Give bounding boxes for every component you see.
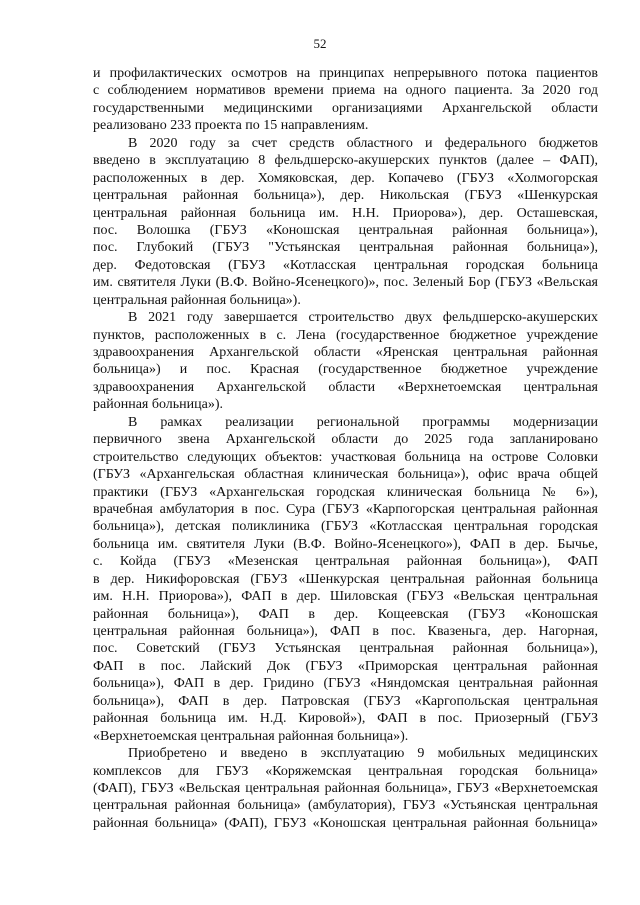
text-line: центральная районная больница»), ФАП в пос. Квазеньга, дер. Нагорная, bbox=[93, 624, 598, 639]
text-line: государственными медицинскими организациями Архангельской области bbox=[93, 100, 598, 116]
text-line: первичного звена Архангельской области до 2025 года запланировано bbox=[93, 432, 598, 448]
text-line: районная больница им. Н.Д. Кировой»), ФАП в пос. Приозерный (ГБУЗ bbox=[93, 711, 598, 727]
page-number: 52 bbox=[313, 36, 327, 51]
text-line: введено в эксплуатацию 8 фельдшерско-акушерских пунктов (далее – ФАП), bbox=[93, 153, 598, 169]
text-line: районная больница»). bbox=[93, 397, 224, 413]
text-line: больница») и пос. Красная (государственное бюджетное учреждение bbox=[93, 362, 598, 378]
text-line: больница»), ФАП в дер. Патровская (ГБУЗ «Каргопольская центральная bbox=[93, 693, 598, 709]
text-line: В 2020 году за счет средств областного и федерального бюджетов bbox=[128, 135, 598, 151]
text-line: В 2021 году завершается строительство двух фельдшерско-акушерских bbox=[128, 310, 598, 326]
text-line: комплексов для ГБУЗ «Коряжемская центральная городская больница» bbox=[93, 763, 598, 779]
text-line: больница»), детская поликлиника (ГБУЗ «Котласская центральная городская bbox=[93, 519, 598, 535]
text-line: центральная районная больница»). bbox=[93, 292, 301, 308]
text-line: врачебная амбулатория в пос. Сура (ГБУЗ «Карпогорская центральная районная bbox=[93, 501, 598, 517]
document-body bbox=[93, 65, 598, 832]
text-line: и профилактических осмотров на принципах непрерывного потока пациентов bbox=[93, 66, 598, 81]
text-line: «Верхнетоемская центральная районная больница»). bbox=[93, 728, 409, 744]
text-line: (ФАП), ГБУЗ «Вельская центральная районная больница», ГБУЗ «Верхнетоемская bbox=[93, 780, 598, 796]
text-line: им. святителя Луки (В.Ф. Войно-Ясенецкого)», пос. Зеленый Бор (ГБУЗ «Вельская bbox=[93, 275, 598, 291]
text-line: здравоохранения Архангельской области «Яренская центральная районная bbox=[93, 345, 598, 360]
text-line: районная больница»), ФАП в дер. Кощеевская (ГБУЗ «Коношская bbox=[93, 606, 598, 622]
text-line: пунктов, расположенных в с. Лена (государственное бюджетное учреждение bbox=[93, 327, 598, 343]
text-line: им. Н.Н. Приорова»), ФАП в дер. Шиловская (ГБУЗ «Вельская центральная bbox=[93, 589, 598, 605]
text-line: центральная районная больница»), дер. Никольская (ГБУЗ «Шенкурская bbox=[93, 188, 598, 204]
text-line: Приобретено и введено в эксплуатацию 9 мобильных медицинских bbox=[128, 746, 598, 762]
text-line: практики (ГБУЗ «Архангельская городская клиническая больница № 6»), bbox=[93, 484, 598, 500]
text-line: с. Койда (ГБУЗ «Мезенская центральная районная больница»), ФАП bbox=[93, 554, 598, 570]
text-line: ФАП в пос. Лайский Док (ГБУЗ «Приморская центральная районная bbox=[93, 658, 598, 674]
text-line: строительство следующих объектов: участковая больница на острове Соловки bbox=[93, 449, 598, 465]
text-line: пос. Глубокий (ГБУЗ "Устьянская центральная районная больница»), bbox=[93, 240, 598, 256]
text-line: расположенных в дер. Хомяковская, дер. Копачево (ГБУЗ «Холмогорская bbox=[93, 170, 598, 186]
text-line: здравоохранения Архангельской области «Верхнетоемская центральная bbox=[93, 379, 598, 395]
text-line: пос. Волошка (ГБУЗ «Коношская центральная районная больница»), bbox=[93, 222, 598, 238]
text-line: больница»), ФАП в дер. Гридино (ГБУЗ «Няндомская центральная районная bbox=[93, 676, 598, 692]
text-line: с соблюдением нормативов времени приема на одного пациента. За 2020 год bbox=[93, 83, 598, 99]
text-line: (ГБУЗ «Архангельская областная клиническая больница»), офис врача общей bbox=[93, 467, 598, 483]
text-line: в дер. Никифоровская (ГБУЗ «Шенкурская центральная районная больница bbox=[93, 571, 598, 587]
text-line: больница им. святителя Луки (В.Ф. Войно-Ясенецкого»), ФАП в дер. Бычье, bbox=[93, 536, 598, 552]
text-line: районная больница» (ФАП), ГБУЗ «Коношская центральная районная больница» bbox=[93, 815, 598, 831]
text-line: пос. Советский (ГБУЗ Устьянская центральная районная больница»), bbox=[93, 641, 598, 657]
text-line: дер. Федотовская (ГБУЗ «Котласская центральная городская больница bbox=[93, 257, 598, 273]
text-line: В рамках реализации региональной программы модернизации bbox=[128, 414, 598, 430]
text-line: центральная районная больница им. Н.Н. Приорова»), дер. Осташевская, bbox=[93, 205, 598, 221]
text-line: центральная районная больница» (амбулатория), ГБУЗ «Устьянская центральная bbox=[93, 798, 598, 814]
text-line: реализовано 233 проекта по 15 направлениям. bbox=[93, 118, 369, 134]
